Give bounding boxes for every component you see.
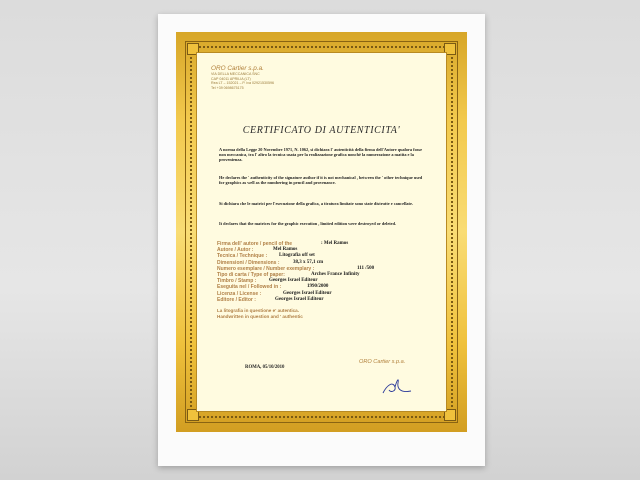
- field-value: 38,3 x 57,1 cm: [293, 259, 324, 265]
- field-value: Georges Israel Editeur: [283, 290, 332, 296]
- signature-mark: [377, 375, 417, 397]
- place-date: ROMA, 05/10/2010: [245, 365, 285, 370]
- field-value: Mel Ramos: [273, 247, 298, 253]
- field-label: Tipo di carta / Type of paper:: [217, 271, 285, 278]
- company-header: [211, 65, 274, 90]
- authenticity-statement: [217, 308, 303, 320]
- statement-italian: La litografia in questione e' autentica.: [217, 308, 300, 313]
- artwork-details: [217, 241, 436, 303]
- field-label: Editore / Editor :: [217, 296, 256, 303]
- field-value: Georges Israel Editeur: [269, 278, 318, 284]
- field-value: : Mel Ramos: [321, 241, 349, 246]
- field-label: Numero esemplare / Number exemplary :: [217, 265, 315, 272]
- statement-english: Handwritten in question and ' authentic: [217, 314, 303, 319]
- gold-frame: [176, 32, 467, 432]
- certificate-content: [196, 52, 447, 412]
- certificate-title: CERTIFICATO DI AUTENTICITA': [242, 125, 401, 136]
- company-address-line: Tel +39 0698675175: [211, 85, 244, 90]
- field-value: Arches France Infinity: [311, 271, 360, 277]
- company-address-line: CAP 04011 APRILIA (LT): [211, 76, 251, 81]
- field-value: Georges Israel Editeur: [275, 296, 324, 302]
- paragraph-italian-2: Si dichiara che le matrici per l'esecuzione della grafica, a tiratura limitate sono state distrutte e cancellate.: [219, 201, 413, 206]
- field-label: Licenza / License :: [217, 290, 262, 297]
- field-label: Autore / Autor :: [217, 247, 254, 254]
- field-label: Tecnica / Technique :: [217, 253, 268, 260]
- field-value: 1990/2000: [307, 284, 329, 290]
- field-value: 111 /500: [357, 265, 375, 271]
- company-address-line: Rea LT – 152021 – P. iva 02921530596: [211, 81, 274, 85]
- certificate-paper: [158, 14, 485, 466]
- field-label: Eseguita nel / Followed in :: [217, 284, 282, 291]
- field-label: Firma dell' autore / pencil of the: [217, 241, 293, 247]
- signature-company: ORO Cartier s.p.a.: [359, 359, 406, 365]
- field-label: Dimensioni / Dimensions :: [217, 259, 280, 266]
- company-name: ORO Cartier s.p.a.: [211, 65, 264, 72]
- field-label: Timbro / Stamp :: [217, 278, 257, 285]
- field-value: Litografia off set: [279, 253, 315, 259]
- field-row-editor: [217, 297, 436, 303]
- company-address-line: VIA DELLA MECCANICA SNC: [211, 72, 260, 76]
- paragraph-english-1: He declares the ' authenticity of the signature author if it is not mechanical , between the ' other technique used for graphics as well as the numbering in pencil and provenance.: [219, 175, 423, 186]
- paragraph-italian-1: A norma della Legge 20 Novembre 1971, N. 1062, si dichiara l' autenticità della firma dell'Autore qualora fosse non meccanica, tra l' altro la tecnica usata per la realizzazione grafica nonchè la numerazione a matita e la provenienza.: [219, 147, 422, 163]
- paragraph-english-2: It declares that the matrices for the graphic execution , limited edition were destroyed or deleted.: [219, 221, 397, 226]
